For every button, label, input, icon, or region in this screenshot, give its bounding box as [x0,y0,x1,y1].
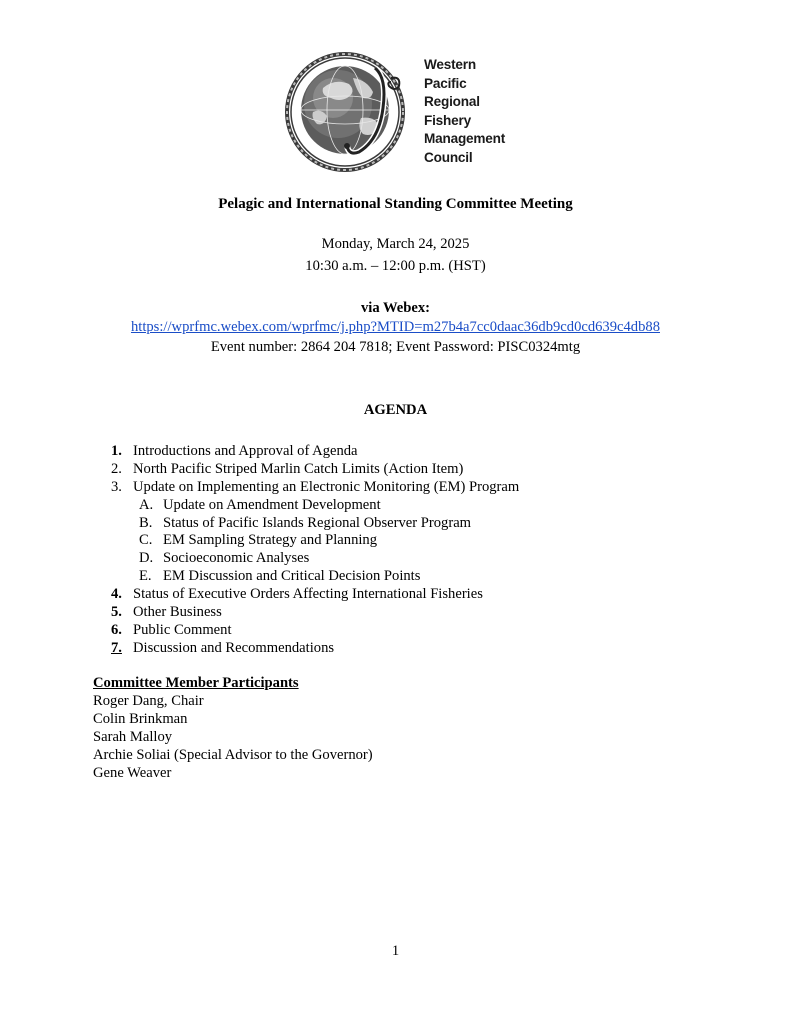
agenda-subitem [111,532,519,550]
participant-name: Colin Brinkman [93,710,188,727]
agenda-list [111,443,519,658]
participants-heading: Committee Member Participants [93,675,299,691]
via-label: via Webex: [360,300,431,316]
org-name-line: Regional [424,94,480,110]
agenda-subitem [111,550,519,568]
agenda-subitem-letter: A. [139,496,154,513]
agenda-item-number: 6. [111,621,122,638]
agenda-heading: AGENDA [363,402,428,418]
agenda-item-label: Other Business [133,604,222,621]
participants-section [93,675,373,782]
globe-logo-icon [283,48,411,176]
agenda-subitem-label: EM Sampling Strategy and Planning [163,532,378,549]
agenda-subitem-letter: D. [139,550,154,567]
agenda-item-number: 1. [111,443,122,459]
org-name-line: Council [424,149,473,165]
agenda-item [111,479,519,497]
page-number: 1 [391,943,400,959]
agenda-item-label: Discussion and Recommendations [133,639,335,656]
org-name-line: Management [424,131,506,147]
agenda-item-label: Update on Implementing an Electronic Monitoring (EM) Program [133,478,520,495]
agenda-item-number: 4. [111,586,122,603]
agenda-item-label: Public Comment [133,621,232,638]
agenda-subitem-label: Update on Amendment Development [163,496,381,513]
org-name-line: Fishery [424,112,471,128]
meeting-date: Monday, March 24, 2025 [321,236,470,252]
agenda-subitem-label: EM Discussion and Critical Decision Points [163,568,421,585]
agenda-subitem-label: Socioeconomic Analyses [163,550,310,567]
agenda-item-label: North Pacific Striped Marlin Catch Limits (Action Item) [133,460,464,477]
agenda-subitem [111,568,519,586]
meeting-title: Pelagic and International Standing Committee Meeting [218,196,573,212]
participant-name: Roger Dang, Chair [93,692,204,709]
agenda-subitem-letter: C. [139,532,153,549]
participant-name: Sarah Malloy [93,728,173,745]
agenda-subitem [111,497,519,515]
agenda-item [111,604,519,622]
agenda-subitem [111,515,519,533]
agenda-subitem-letter: B. [139,514,153,531]
webex-link[interactable]: https://wprfmc.webex.com/wprfmc/j.php?MTID=m27b4a7cc0daac36db9cd0cd639c4db88 [130,319,660,335]
agenda-item-label: Status of Executive Orders Affecting International Fisheries [133,586,483,603]
agenda-item-label: Introductions and Approval of Agenda [133,443,358,459]
participant-name: Gene Weaver [93,764,172,781]
webex-link-row [0,319,791,336]
agenda-item [111,586,519,604]
agenda-item-number: 3. [111,478,122,495]
council-logo [283,48,411,176]
agenda-item [111,640,519,658]
agenda-subitem-label: Status of Pacific Islands Regional Observer Program [163,514,472,531]
org-name-line: Western [424,57,476,72]
agenda-item [111,443,519,461]
agenda-item [111,622,519,640]
org-name-line: Pacific [424,75,467,91]
agenda-item [111,461,519,479]
participant-name: Archie Soliai (Special Advisor to the Governor) [93,746,373,763]
meeting-time: 10:30 a.m. – 12:00 p.m. (HST) [305,258,486,274]
agenda-item-number: 2. [111,460,122,477]
event-info: Event number: 2864 204 7818; Event Password: PISC0324mtg [210,339,581,355]
agenda-subitem-letter: E. [139,568,152,585]
organization-name [424,56,505,168]
agenda-item-number: 7. [111,639,122,656]
agenda-item-number: 5. [111,604,122,621]
